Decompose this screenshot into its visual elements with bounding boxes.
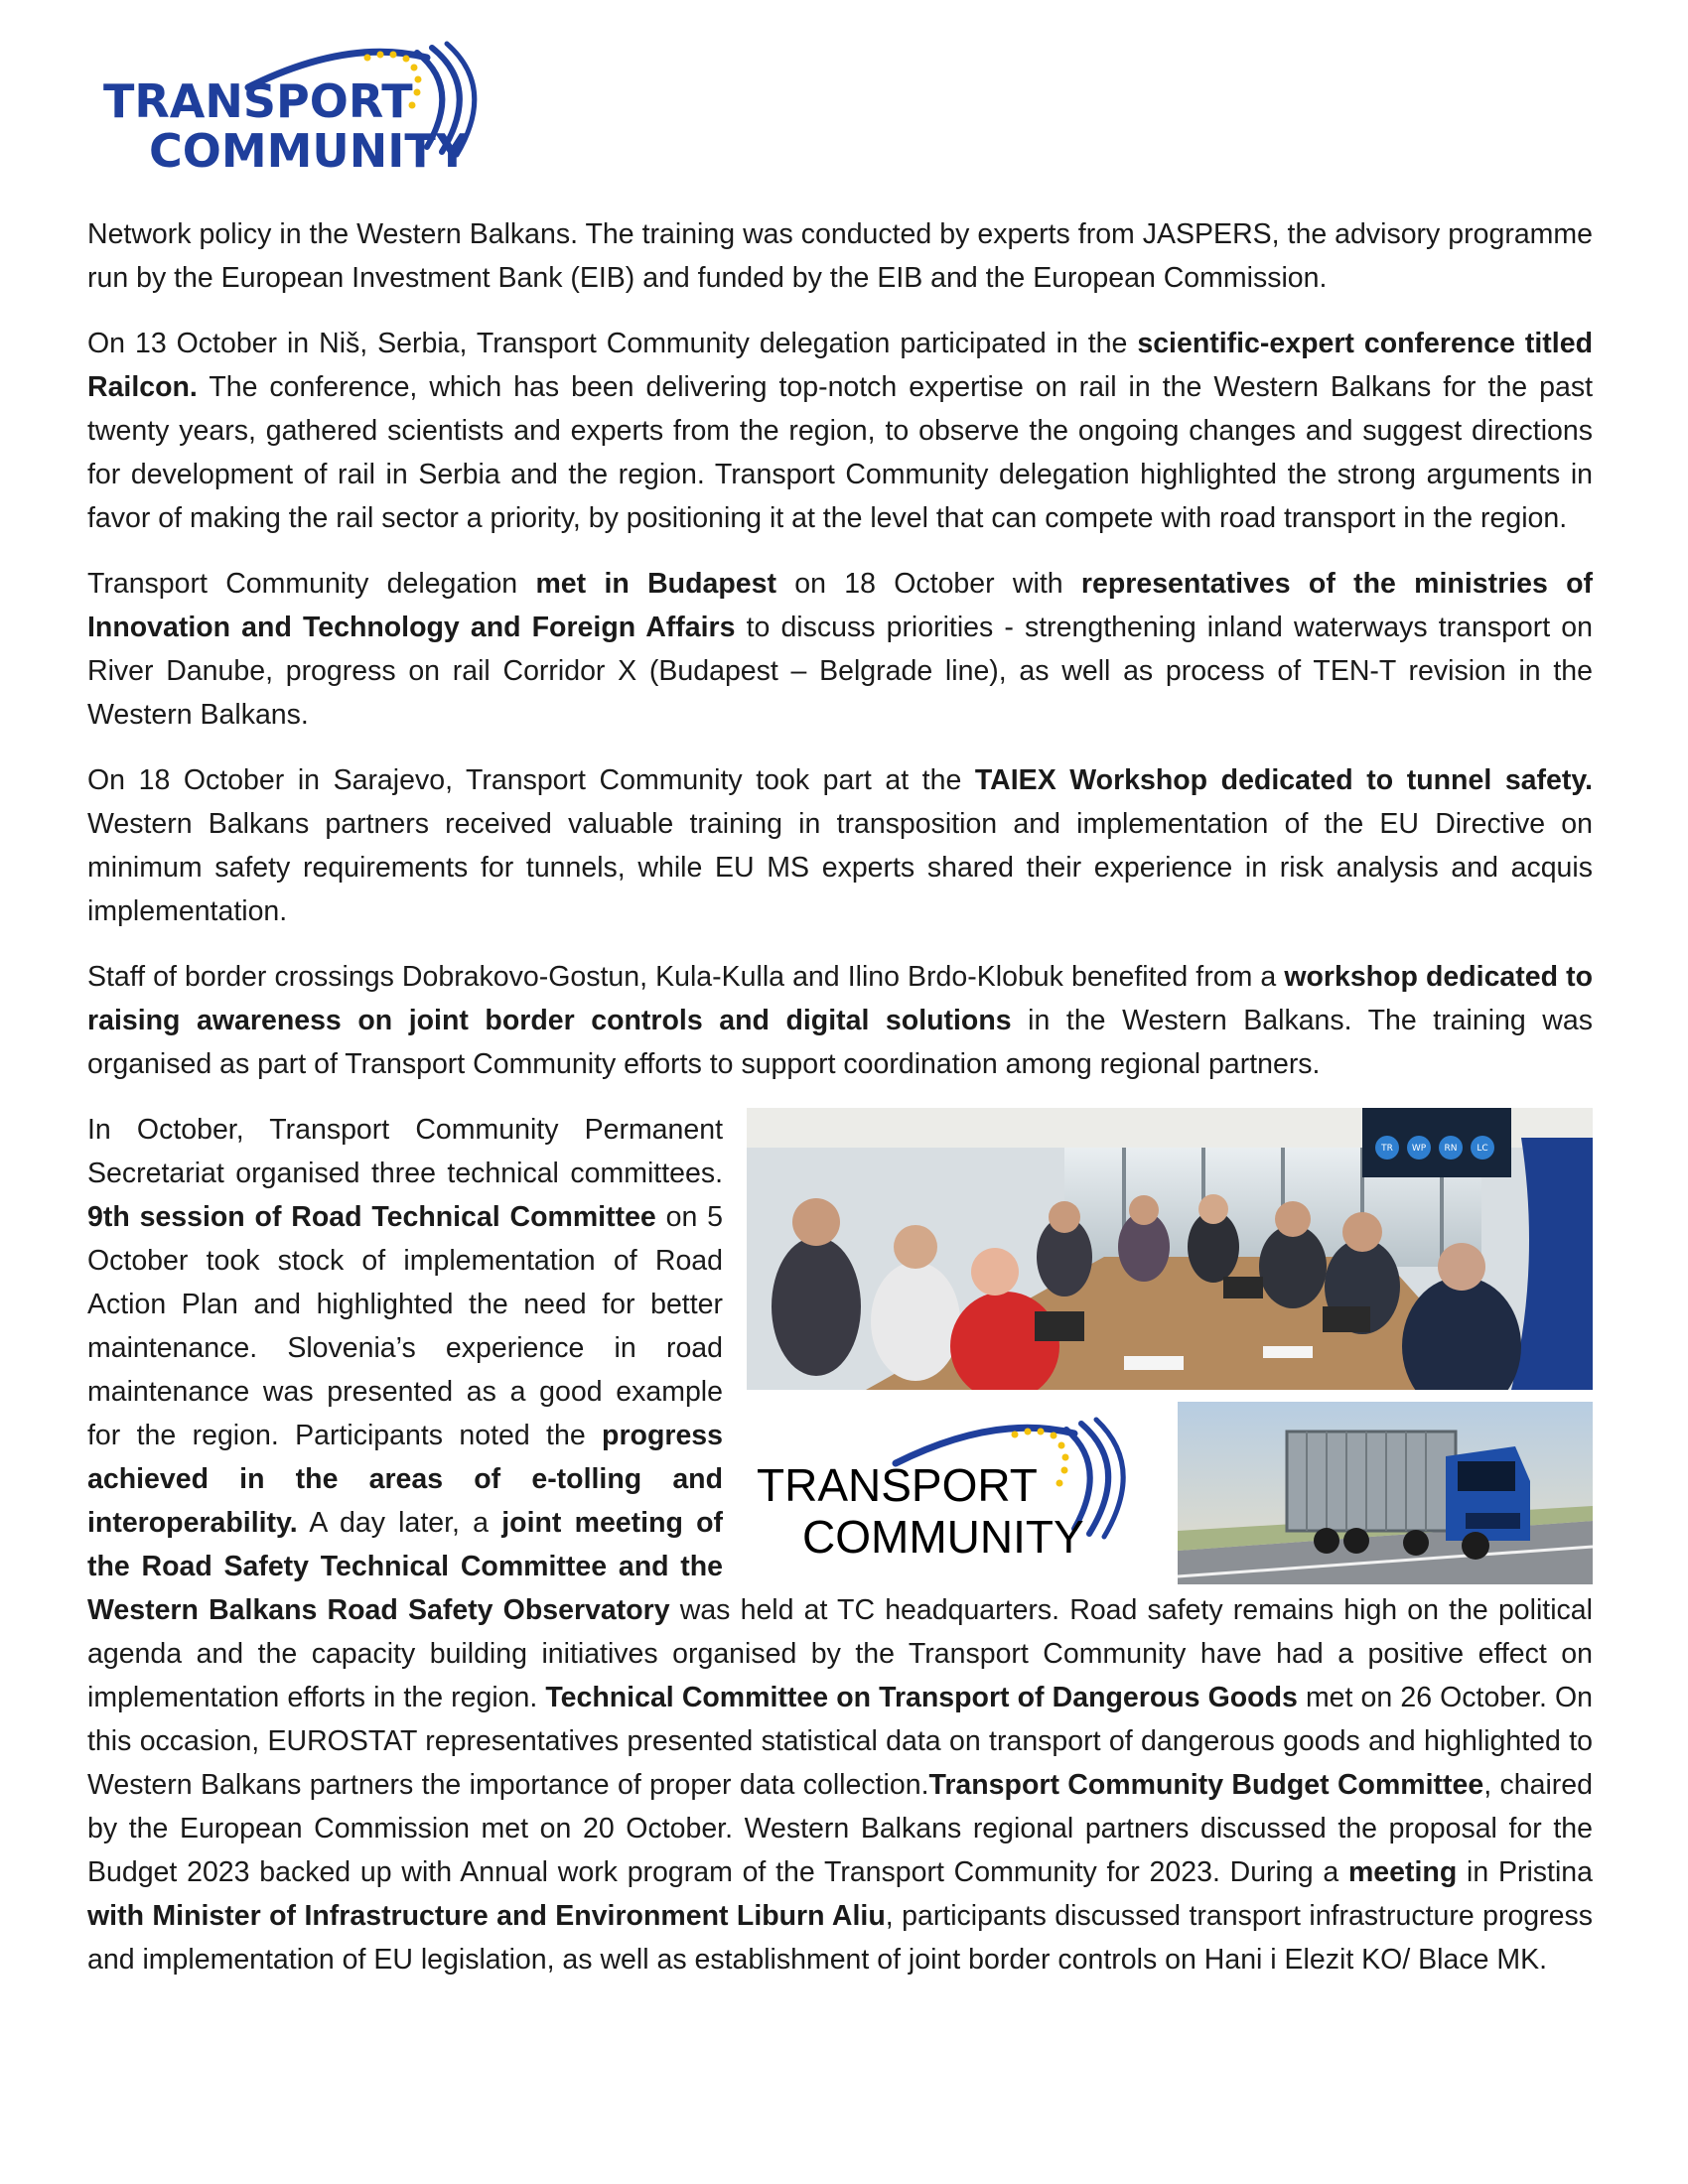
svg-text:RN: RN (1444, 1144, 1458, 1154)
paragraph-taiex: On 18 October in Sarajevo, Transport Community took part at the TAIEX Workshop dedicated to tunnel safety. Western Balkans partners received valuable training in transposition and implementation of the EU Directive on minimum safety requirements for tunnels, while EU MS experts shared their experience in risk analysis and acquis implementation. (87, 764, 1594, 927)
transport-community-logo (99, 28, 496, 187)
svg-text:WP: WP (1411, 1144, 1427, 1154)
paragraph-railcon: On 13 October in Niš, Serbia, Transport Community delegation participated in the scientific-expert conference titled Railcon. The conference, which has been delivering top-notch expertise on rail in the Western Balkans for the past twenty years, gathered scientists and experts from the region, to observe the ongoing changes and suggest directions for development of rail in Serbia and the region. Transport Community delegation highlighted the strong arguments in favor of making the rail sector a priority, by positioning it at the level that can compete with road transport in the region. (87, 328, 1593, 534)
paragraph-technical-committees: TR WP RN LC TRANSPORT COMMUNITY In October, Transport Community Permanent Secretariat organised three technical committees. 9th session of Road Technical Committee on 5 October took stock of implementation of Road Action Plan and highlighted the need for better maintenance. Slovenia’s experience in road maintenance was presented as a good example for the region. Participants noted the progress achieved in the areas of e-tolling and interoperability. A day later, a joint meeting of the Road Safety Technical Committee and the Western Balkans Road Safety Observatory was held at TC headquarters. Road safety remains high on the political agenda and the capacity building initiatives organised by the Transport Community have had a positive effect on implementation efforts in the region. Technical Committee on Transport of Dangerous Goods met on 26 October. On this occasion, EUROSTAT representatives presented statistical data on transport of dangerous goods and highlighted to Western Balkans partners the importance of proper data collection.Transport Community Budget Committee, chaired by the European Commission met on 20 October. Western Balkans regional partners discussed the proposal for the Budget 2023 backed up with Annual work program of the Transport Community for 2023. During a meeting in Pristina with Minister of Infrastructure and Environment Liburn Aliu, participants discussed transport infrastructure progress and implementation of EU legislation, as well as establishment of joint border controls on Hani i Elezit KO/ Blace MK. (87, 1108, 1593, 1981)
logo-line2: COMMUNITY (149, 124, 470, 178)
media-collage (747, 1108, 1593, 1584)
svg-text:TR: TR (1381, 1144, 1393, 1154)
paragraph-border-crossings: Staff of border crossings Dobrakovo-Gostun, Kula-Kulla and Ilino Brdo-Klobuk benefited from a workshop dedicated to raising awareness on joint border controls and digital solutions in the Western Balkans. The training was organised as part of Transport Community efforts to support coordination among regional partners. (87, 961, 1593, 1080)
svg-text:LC: LC (1477, 1144, 1488, 1154)
meeting-photo (747, 1108, 1593, 1390)
paragraph-jaspers: Network policy in the Western Balkans. The training was conducted by experts from JASPERS, the advisory programme run by the European Investment Bank (EIB) and funded by the EIB and the European Commission. (87, 218, 1593, 294)
logo-line1: TRANSPORT (103, 74, 413, 128)
thumbnail-logo-line2: COMMUNITY (802, 1511, 1084, 1563)
transport-community-logo-thumbnail (747, 1402, 1164, 1584)
article-body (87, 212, 1593, 2003)
truck-photo (1178, 1402, 1593, 1584)
thumbnail-logo-line1: TRANSPORT (757, 1459, 1038, 1511)
paragraph-budapest: Transport Community delegation met in Budapest on 18 October with representatives of the ministries of Innovation and Technology and Foreign Affairs to discuss priorities - strengthening inland waterways transport on River Danube, progress on rail Corridor X (Budapest – Belgrade line), as well as process of TEN-T revision in the Western Balkans. (87, 568, 1593, 731)
